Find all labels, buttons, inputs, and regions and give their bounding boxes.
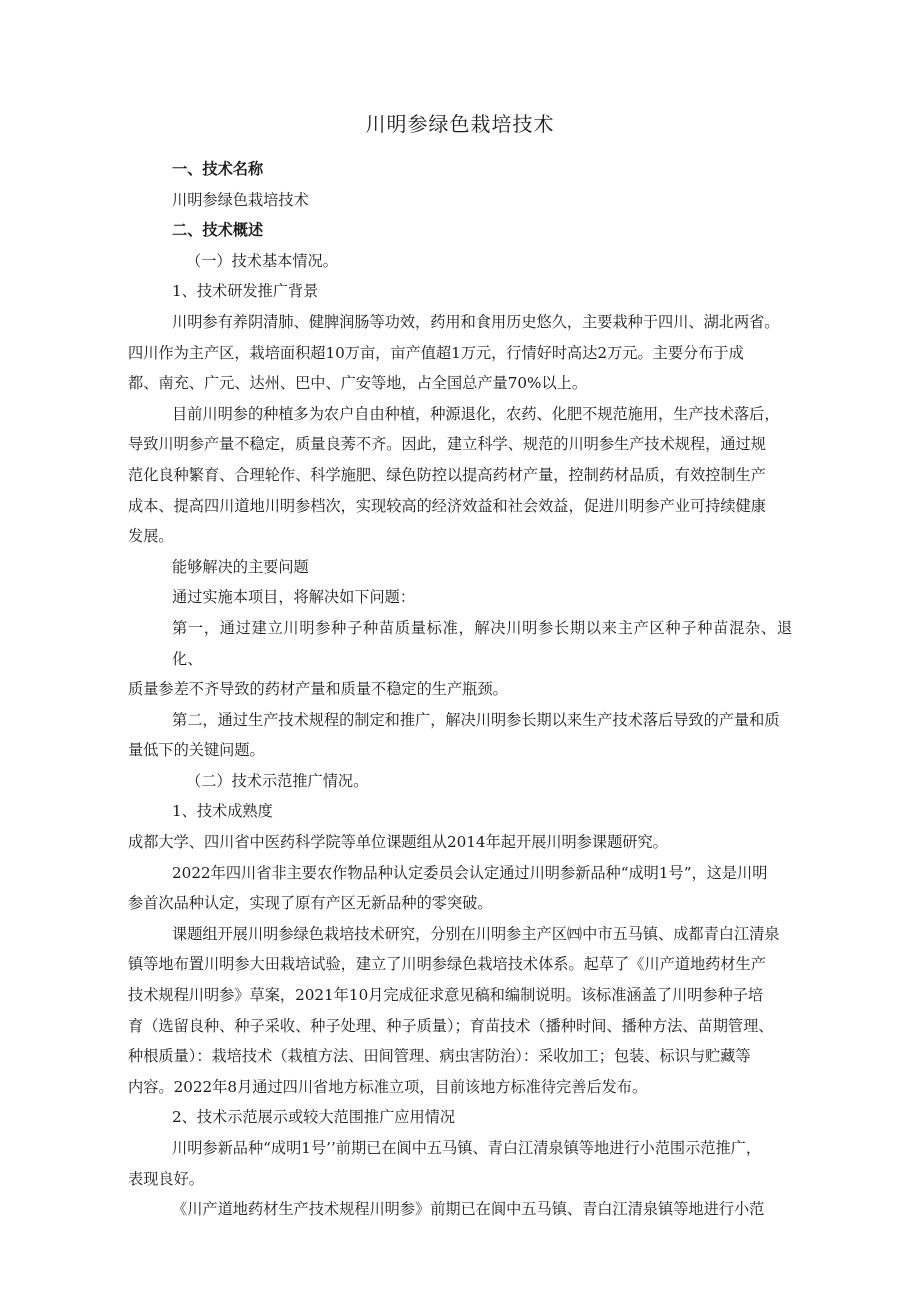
maturity-text-1: 成都大学、四川省中医药科学院等单位课题组从2014年起开展川明参课题研究。 [128,833,668,852]
paragraph-line: 发展。 [128,527,174,546]
problems-intro: 通过实施本项目，将解决如下问题： [172,588,415,607]
subheading-problems: 能够解决的主要问题 [172,557,309,576]
subsection-demo-promotion: （二）技术示范推广情况。 [186,771,369,790]
paragraph-background [128,307,792,399]
subheading-background: 1、技术研发推广背景 [172,282,319,301]
paragraph-problem-1 [128,613,792,705]
section-heading-tech-name: 一、技术名称 [172,160,264,178]
paragraph-demo-1 [128,1133,792,1194]
paragraph-line: 第二，通过生产技术规程的制定和推广，解决川明参长期以来生产技术落后导致的产量和质 [172,710,780,729]
paragraph-maturity-3 [128,919,792,1103]
paragraph-problem-2 [128,705,792,766]
subsection-basic-info: （一）技术基本情况。 [186,251,338,270]
paragraph-line: 四川作为主产区，栽培面积超10万亩，亩产值超1万元，行情好时高达2万元。主要分布于成 [128,343,744,362]
paragraph-line: 都、南充、广元、达州、巴中、广安等地，占全国总产量70%以上。 [128,374,588,393]
document-title: 川明参绿色栽培技术 [365,112,555,136]
paragraph-line: 成本、提高四川道地川明参档次，实现较高的经济效益和社会效益，促进川明参产业可持续健康 [128,496,766,515]
section-heading-overview: 二、技术概述 [172,221,264,240]
paragraph-line: 课题组开展川明参绿色栽培技术研究，分别在川明参主产区㈣中市五马镇、成都青白江清泉 [172,924,780,943]
subheading-maturity: 1、技术成熟度 [172,802,273,821]
paragraph-line: 2022年四川省非主要农作物品种认定委员会认定通过川明参新品种“成明1号”，这是川明 [172,863,768,882]
subheading-demo: 2、技术示范展示或较大范围推广应用情况 [172,1108,456,1127]
paragraph-line: 第一，通过建立川明参种子种苗质量标准，解决川明参长期以来主产区种子种苗混杂、退化、 [172,618,792,668]
paragraph-line: 种根质量）：栽培技术（栽植方法、田间管理、病虫害防治）：采收加工；包装、标识与贮藏等 [128,1047,751,1066]
paragraph-line: 川明参新品种“成明1号’’前期已在阆中五马镇、青白江清泉镇等地进行小范围示范推广， [172,1139,762,1157]
paragraph-line: 参首次品种认定，实现了原有产区无新品种的零突破。 [128,894,493,913]
paragraph-line: 镇等地布置川明参大田栽培试验，建立了川明参绿色栽培技术体系。起草了《川产道地药材生产 [128,955,766,974]
paragraph-line: 质量参差不齐导致的药材产量和质量不稳定的生产瓶颈。 [128,680,508,699]
paragraph-line: 表现良好。 [128,1169,204,1188]
tech-name-text: 川明参绿色栽培技术 [172,190,309,209]
paragraph-line: 川明参有养阴清肺、健脾润肠等功效，药用和食用历史悠久，主要栽种于四川、湖北两省。 [172,312,780,331]
paragraph-line: 育（选留良种、种子采收、种子处理、种子质量）；育苗技术（播种时间、播种方法、苗期管理、 [128,1016,774,1035]
paragraph-maturity-2 [128,858,792,919]
paragraph-line: 导致川明参产量不稳定，质量良莠不齐。因此，建立科学、规范的川明参生产技术规程，通过规 [128,435,766,454]
paragraph-line: 范化良种繁育、合理轮作、科学施肥、绿色防控以提高药材产量，控制药材品质，有效控制生产 [128,465,766,484]
paragraph-line: 内容。2022年8月通过四川省地方标准立项，目前该地方标准待完善后发布。 [128,1077,648,1096]
paragraph-demo-2: 《川产道地药材生产技术规程川明参》前期已在阆中五马镇、青白江清泉镇等地进行小范 [172,1200,765,1219]
paragraph-current-state [128,399,792,552]
paragraph-line: 目前川明参的种植多为农户自由种植，种源退化，农药、化肥不规范施用，生产技术落后， [172,404,780,423]
paragraph-line: 量低下的关键问题。 [128,741,265,760]
paragraph-line: 技术规程川明参》草案，2021年10月完成征求意见稿和编制说明。该标准涵盖了川明参种子培 [128,986,764,1005]
